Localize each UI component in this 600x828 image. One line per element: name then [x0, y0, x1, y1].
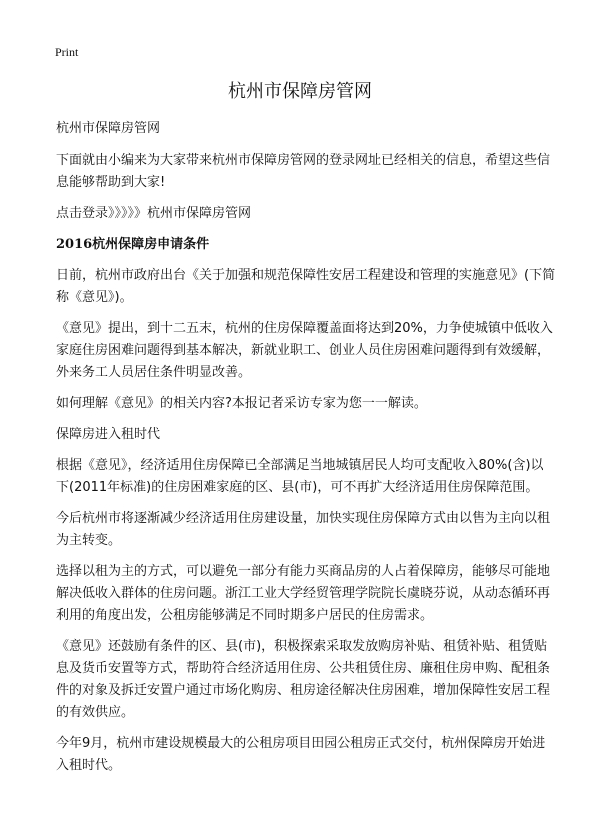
- paragraph-5: 根据《意见》，经济适用住房保障已全部满足当地城镇居民人均可支配收入80%(含)以下(2011年标准)的住房困难家庭的区、县(市)，可不再扩大经济适用住房保障范围。: [56, 458, 544, 495]
- paragraph-8: 《意见》还鼓励有条件的区、县(市)，积极探索采取发放购房补贴、租赁补贴、租赁贴息及货币安置等方式，帮助符合经济适用住房、公共租赁住房、廉租住房申购、配租条件的对象及拆迁安置户通过市场化购房、租房途径解决住房困难，增加保障性安居工程的有效供应。: [56, 639, 551, 720]
- paragraph-2: 《意见》提出，到十二五末，杭州的住房保障覆盖面将达到20%，力争使城镇中低收入家庭住房困难问题得到基本解决，新就业职工、创业人员住房困难问题得到有效缓解，外来务工人员居住条件明显改善。: [56, 321, 553, 380]
- intro-paragraph: 下面就由小编来为大家带来杭州市保障房管网的登录网址已经相关的信息，希望这些信息能够帮助到大家!: [56, 153, 551, 190]
- intro-site-name: 杭州市保障房管网: [56, 121, 161, 136]
- paragraph-7: 选择以租为主的方式，可以避免一部分有能力买商品房的人占着保障房，能够尽可能地解决低收入群体的住房问题。浙江工业大学经贸管理学院院长虞晓芬说，从动态循环再利用的角度出发，公租房能够满足不同时期多户居民的住房需求。: [56, 564, 551, 623]
- paragraph-1: 日前，杭州市政府出台《关于加强和规范保障性安居工程建设和管理的实施意见》(下简称《意见》)。: [56, 268, 556, 305]
- paragraph-9: 今年9月，杭州市建设规模最大的公租房项目田园公租房正式交付，杭州保障房开始进入租时代。: [56, 736, 546, 773]
- article-body: [56, 118, 556, 786]
- section-heading: 2016杭州保障房申请条件: [56, 237, 210, 252]
- login-link[interactable]: 点击登录》》》》》杭州市保障房管网: [56, 206, 252, 221]
- subheading-rental-era: 保障房进入租时代: [56, 427, 161, 442]
- paragraph-6: 今后杭州市将逐渐减少经济适用住房建设量，加快实现住房保障方式由以售为主向以租为主转变。: [56, 511, 551, 548]
- page-title: 杭州市保障房管网: [228, 81, 372, 102]
- print-link[interactable]: Print: [55, 45, 79, 59]
- paragraph-3: 如何理解《意见》的相关内容?本报记者采访专家为您一一解读。: [56, 396, 427, 411]
